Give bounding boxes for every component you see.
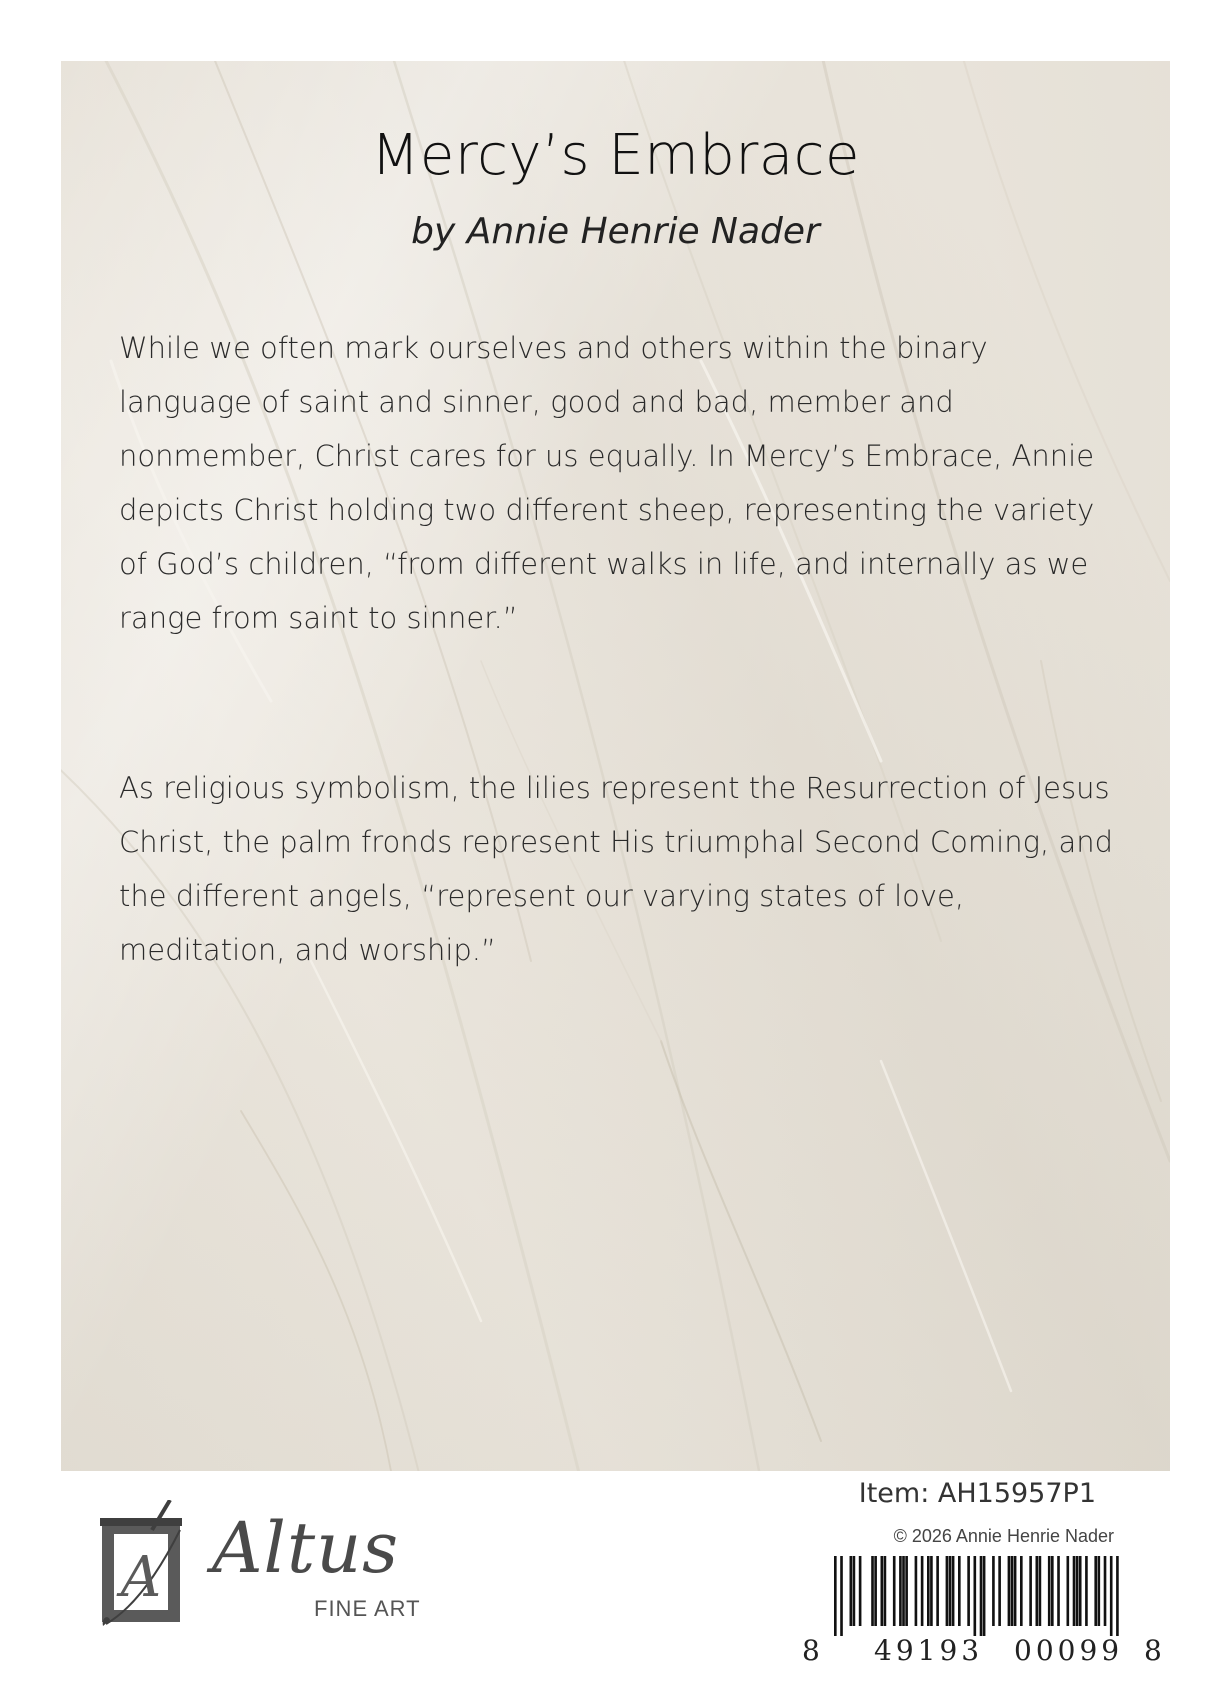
- barcode-bar: [859, 1556, 862, 1626]
- barcode-bars: [796, 1556, 1170, 1636]
- barcode-check-digit: 8: [1144, 1634, 1166, 1667]
- barcode-bar: [915, 1556, 918, 1626]
- card-content: [61, 61, 1170, 1471]
- marble-background: [61, 61, 1170, 1471]
- barcode-bar: [927, 1556, 930, 1626]
- barcode-bar: [850, 1556, 853, 1626]
- barcode-bar: [983, 1556, 986, 1636]
- barcode-bar: [1098, 1556, 1101, 1626]
- page-title: Mercy’s Embrace: [371, 123, 860, 188]
- barcode-bar: [974, 1556, 977, 1636]
- barcode-bar: [921, 1556, 924, 1626]
- barcode-bar: [930, 1556, 933, 1626]
- barcode-lead-digit: 8: [802, 1634, 824, 1667]
- logo-subtitle: FINE ART: [314, 1596, 421, 1621]
- barcode-bar: [1110, 1556, 1113, 1636]
- barcode-bar: [936, 1556, 939, 1626]
- barcode-bar: [1116, 1556, 1119, 1636]
- barcode-bar: [1094, 1556, 1097, 1626]
- barcode-bar: [893, 1556, 896, 1626]
- barcode-bar: [1079, 1556, 1082, 1626]
- barcode-bar: [1048, 1556, 1051, 1626]
- copyright-notice: © 2026 Annie Henrie Nader: [893, 1526, 1114, 1546]
- barcode-bar: [1008, 1556, 1011, 1626]
- description-paragraph-1: While we often mark ourselves and others within the binary language of saint and sinner, good and bad, member and nonmember, Christ cares for us equally. In Mercy’s Embrace, Annie depicts Christ holding two different sheep, representing the variety of God’s children, “from different walks in life, and internally as we range from saint to sinner.”: [119, 331, 1095, 635]
- barcode-bar: [952, 1556, 955, 1626]
- upc-barcode: [796, 1556, 1170, 1666]
- barcode-bar: [946, 1556, 949, 1626]
- barcode-bar: [967, 1556, 970, 1626]
- barcode-bar: [949, 1556, 952, 1626]
- barcode-bar: [1104, 1556, 1107, 1626]
- barcode-left-group: 49193: [874, 1634, 984, 1667]
- barcode-bar: [1039, 1556, 1042, 1626]
- barcode-bar: [998, 1556, 1001, 1626]
- altus-easel-icon: [100, 1500, 200, 1628]
- barcode-bar: [840, 1556, 843, 1636]
- barcode-bar: [834, 1556, 837, 1636]
- barcode-bar: [1085, 1556, 1088, 1626]
- barcode-bar: [871, 1556, 874, 1626]
- barcode-bar: [1011, 1556, 1014, 1626]
- description-paragraph-2: As religious symbolism, the lilies represent the Resurrection of Jesus Christ, the palm fronds represent His triumphal Second Coming, and the different angels, “represent our varying states of love, meditation, and worship.”: [119, 771, 1114, 967]
- item-number: Item: AH15957P1: [858, 1478, 1096, 1509]
- barcode-bar: [899, 1556, 902, 1626]
- barcode-bar: [884, 1556, 887, 1626]
- barcode-right-group: 00099: [1014, 1634, 1124, 1667]
- barcode-bar: [905, 1556, 908, 1626]
- logo-mark-letter: A: [120, 1545, 162, 1610]
- artist-byline: by Annie Henrie Nader: [411, 211, 820, 252]
- barcode-bar: [1036, 1556, 1039, 1626]
- barcode-bar: [1051, 1556, 1054, 1626]
- barcode-bar: [853, 1556, 856, 1626]
- barcode-bar: [992, 1556, 995, 1626]
- barcode-bar: [1067, 1556, 1070, 1626]
- barcode-bar: [1076, 1556, 1079, 1626]
- barcode-bar: [958, 1556, 961, 1626]
- logo-wordmark: Altus: [212, 1507, 400, 1589]
- altus-logo: [100, 1500, 440, 1630]
- barcode-bar: [1073, 1556, 1076, 1626]
- barcode-bar: [1057, 1556, 1060, 1626]
- barcode-bar: [874, 1556, 877, 1626]
- barcode-bar: [980, 1556, 983, 1636]
- barcode-bar: [1029, 1556, 1032, 1626]
- barcode-bar: [1020, 1556, 1023, 1626]
- barcode-bar: [881, 1556, 884, 1626]
- barcode-bar: [1014, 1556, 1017, 1626]
- barcode-bar: [902, 1556, 905, 1626]
